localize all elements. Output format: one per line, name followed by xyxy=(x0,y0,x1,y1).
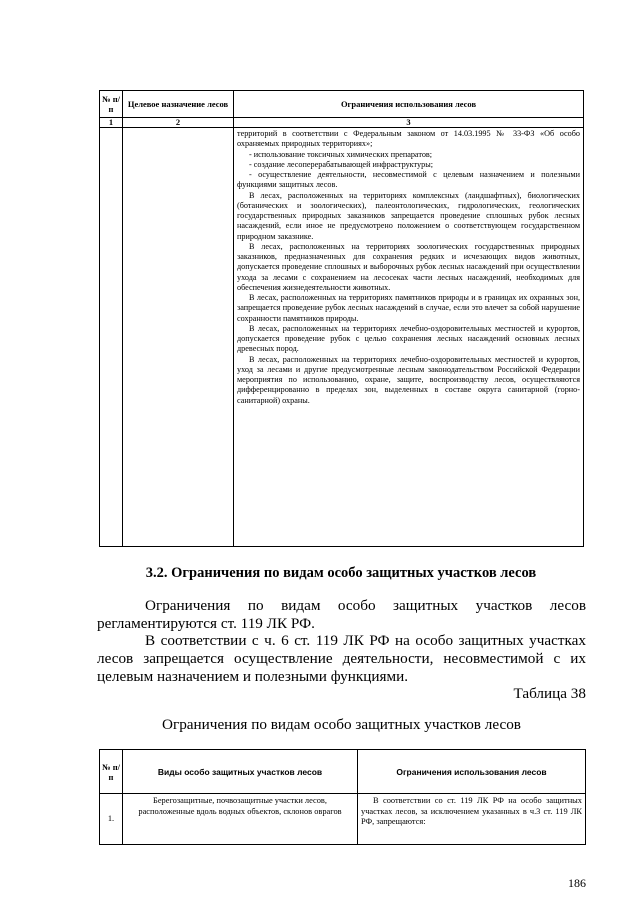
restriction-paragraph: - использование токсичных химических препаратов; xyxy=(249,149,433,159)
restriction-text: В соответствии со ст. 119 ЛК РФ на особо защитных участках лесов, за исключением указанных в ч.3 ст. 119 ЛК РФ, запрещаются: xyxy=(361,796,582,826)
empty-cell xyxy=(123,128,234,547)
restriction-paragraph: территорий в соответствии с Федеральным законом от 14.03.1995 № 33-ФЗ «Об особо охраняемых природных территориях»; xyxy=(237,129,580,149)
restriction-paragraph: В лесах, расположенных на территориях зоологических государственных природных заказников, предназначенных для сохранения редких и исчезающих видов животных, допускается проведение сплошных и выборочных рубок лесных насаждений при осуществлении ухода за лесами с сохранением на лесосеках части лесных насаждений, необходимых для обеспечения жизнедеятельности животных. xyxy=(237,241,580,292)
empty-cell xyxy=(100,128,123,547)
table-header-row xyxy=(100,91,584,118)
header-number: № п/п xyxy=(100,750,123,794)
restriction-paragraph: - создание лесоперерабатывающей инфраструктуры; xyxy=(249,159,433,169)
restriction-paragraph: - осуществление деятельности, несовместимой с целевым назначением и полезными функциями защитных лесов. xyxy=(237,170,580,190)
table-row xyxy=(100,794,586,845)
table-caption: Ограничения по видам особо защитных участков лесов xyxy=(162,716,521,733)
header-area-kinds: Виды особо защитных участков лесов xyxy=(123,750,358,794)
row-number: 1. xyxy=(100,794,123,845)
column-number: 1 xyxy=(100,118,123,128)
restrictions-table-continued xyxy=(99,90,584,547)
table-number-label: Таблица 38 xyxy=(513,685,586,702)
section-heading: 3.2. Ограничения по видам особо защитных участков лесов xyxy=(145,565,537,581)
column-number: 3 xyxy=(234,118,584,128)
protective-areas-table xyxy=(99,749,586,845)
table-row xyxy=(100,128,584,547)
restrictions-text-cell xyxy=(234,128,584,547)
header-purpose: Целевое назначение лесов xyxy=(123,91,234,118)
page-number: 186 xyxy=(568,876,586,890)
body-paragraph: Ограничения по видам особо защитных участков лесов регламентируются ст. 119 ЛК РФ. xyxy=(97,597,586,632)
body-paragraph: В соответствии с ч. 6 ст. 119 ЛК РФ на особо защитных участках лесов запрещается осуществление деятельности, несовместимой с их целевым назначением и полезными функциями. xyxy=(97,632,586,685)
column-number-row xyxy=(100,118,584,128)
header-number: № п/п xyxy=(100,91,123,118)
header-restrictions: Ограничения использования лесов xyxy=(234,91,584,118)
header-restrictions: Ограничения использования лесов xyxy=(358,750,586,794)
restriction-paragraph: В лесах, расположенных на территориях лечебно-оздоровительных местностей и курортов, уход за лесами и другие предусмотренные лесным законодательством Российской Федерации мероприятия по использованию, охране, защите, воспроизводству лесов, осуществляются дифференцированно в пределах зон, выделенных в составе округа санитарной (горно-санитарной) охраны. xyxy=(237,354,580,405)
restriction-paragraph: В лесах, расположенных на территориях лечебно-оздоровительных местностей и курортов, допускается проведение рубок с целью сохранения лесных насаждений основных лесных древесных пород. xyxy=(237,323,580,354)
restriction-cell xyxy=(358,794,586,845)
area-kind-cell: Берегозащитные, почвозащитные участки лесов, расположенные вдоль водных объектов, склонов оврагов xyxy=(123,794,358,845)
restriction-paragraph: В лесах, расположенных на территориях комплексных (ландшафтных), биологических (ботанических и зоологических), палеонтологических, гидрологических, геологических государственных природных заказников запрещается проведение сплошных рубок лесных насаждений, если иное не предусмотрено положением о соответствующем государственном природном заказнике. xyxy=(237,190,580,241)
table-header-row xyxy=(100,750,586,794)
column-number: 2 xyxy=(123,118,234,128)
restriction-paragraph: В лесах, расположенных на территориях памятников природы и в границах их охранных зон, запрещается проведение рубок лесных насаждений в случае, если это влечет за собой нарушение сохранности памятников природы. xyxy=(237,293,580,323)
